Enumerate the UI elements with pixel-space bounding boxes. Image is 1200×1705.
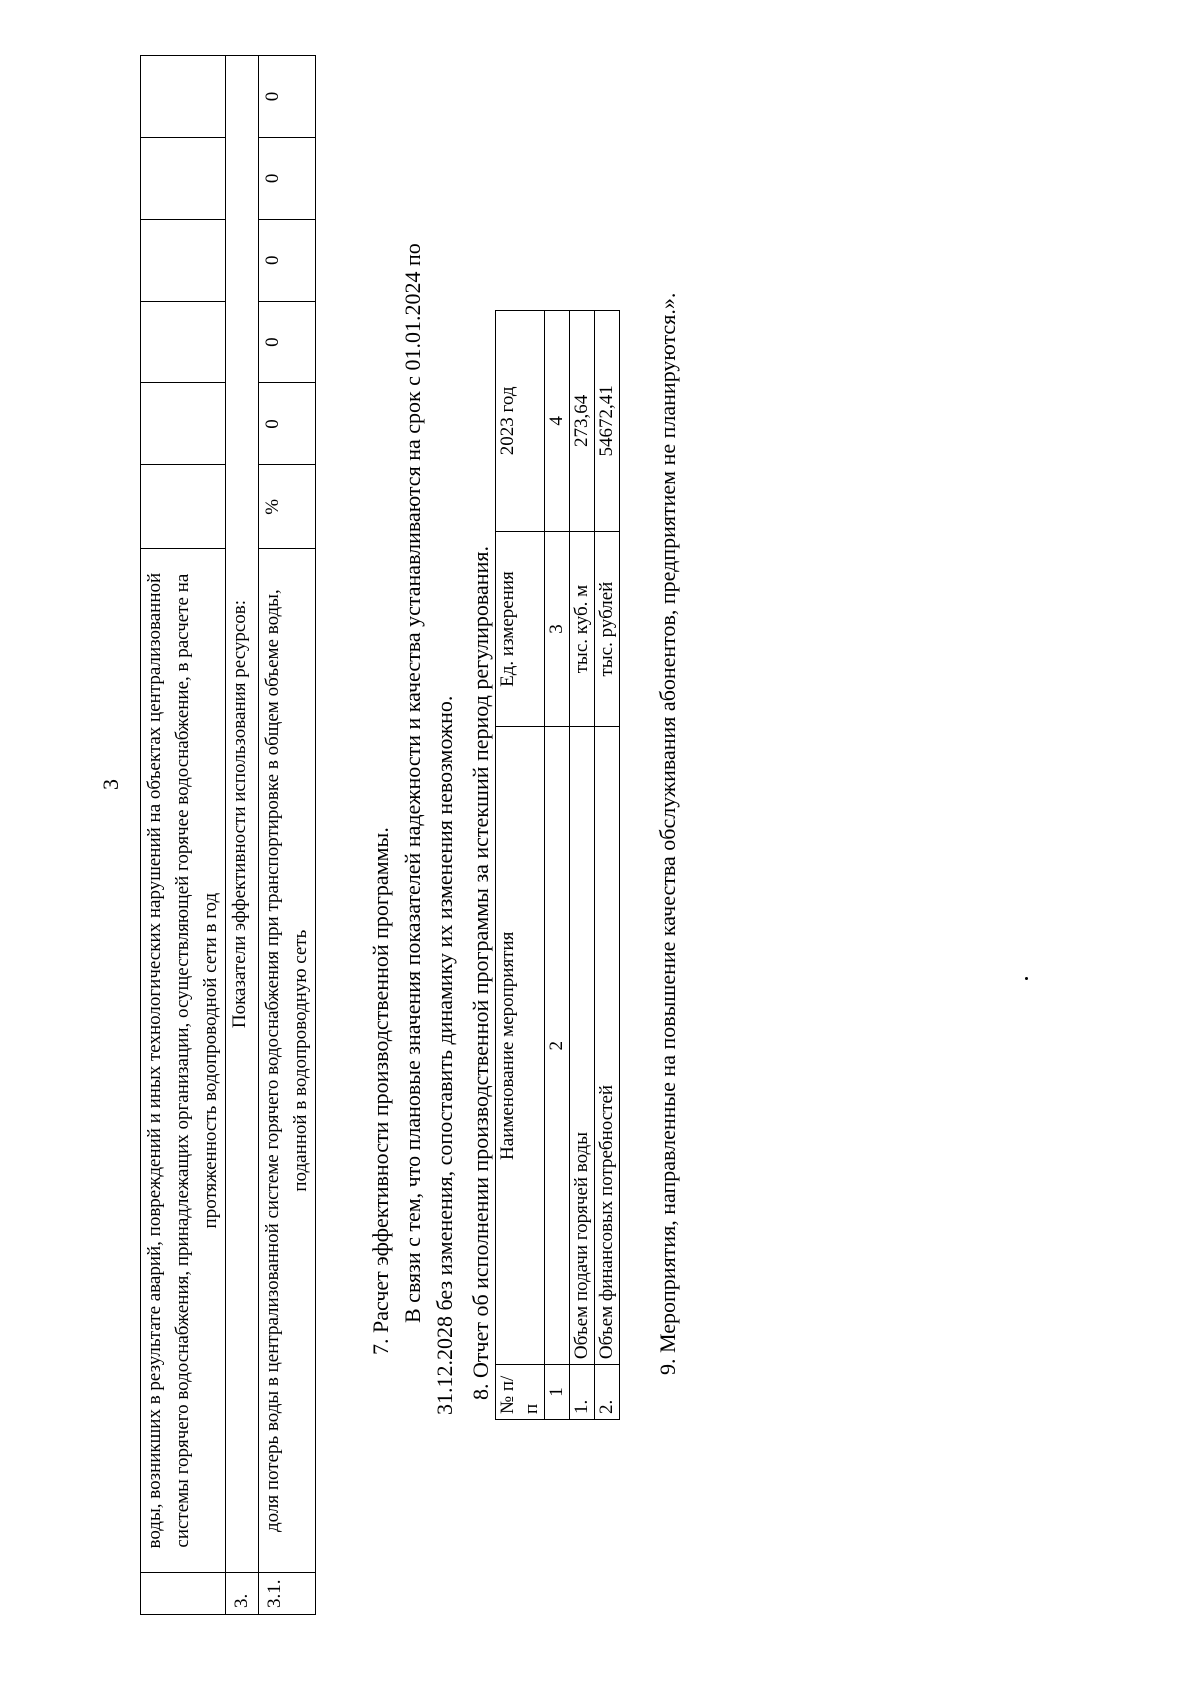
table-row [545, 311, 570, 1420]
indicators-table [140, 55, 316, 1615]
column-number: 1 [545, 1365, 570, 1420]
indicator-value: 0 [259, 219, 316, 301]
indicator-name: доля потерь воды в централизованной системе горячего водоснабжения при транспортировке в общем объеме воды, поданной в водопроводную сеть [259, 549, 316, 1573]
table-row [226, 56, 259, 1615]
column-header: 2023 год [496, 311, 545, 532]
section-heading-cell: Показатели эффективности использования ресурсов: [226, 56, 259, 1573]
section-7-title: 7. Расчет эффективности производственной программы. [368, 827, 393, 1355]
row-name: Объем подачи горячей воды [570, 727, 595, 1365]
row-continuation-text: воды, возникших в результате аварий, повреждений и иных технологических нарушений на объектах централизованной системы горячего водоснабжения, принадлежащих организации, осуществляющей горячее водоснабжение, в расчете на протяженность водопроводной сети в год [141, 549, 226, 1573]
column-number: 2 [545, 727, 570, 1365]
row-number: 2. [595, 1365, 620, 1420]
column-number: 4 [545, 311, 570, 532]
section-9-text: 9. Мероприятия, направленные на повышение качества обслуживания абонентов, предприятием не планируются.». [655, 292, 680, 1375]
row-value: 273,64 [570, 311, 595, 532]
table-header-row [496, 311, 545, 1420]
table-row [595, 311, 620, 1420]
indicator-unit: % [259, 465, 316, 549]
row-name: Объем финансовых потребностей [595, 727, 620, 1365]
column-header: № п/п [496, 1365, 545, 1420]
indicator-value: 0 [259, 137, 316, 219]
section-7 [365, 75, 461, 1415]
table-row [259, 56, 316, 1615]
row-unit: тыс. куб. м [570, 531, 595, 727]
indicator-value: 0 [259, 56, 316, 138]
table-row [141, 56, 226, 1615]
section-7-text-line1: В связи с тем, что плановые значения показателей надежности и качества устанавливаются на срок с 01.01.2024 по [400, 243, 425, 1323]
column-header: Ед. измерения [496, 531, 545, 727]
table-row [570, 311, 595, 1420]
row-number: 1. [570, 1365, 595, 1420]
row-number: 3.1. [259, 1573, 316, 1615]
indicator-value: 0 [259, 383, 316, 465]
column-header: Наименование мероприятия [496, 727, 545, 1365]
indicator-value: 0 [259, 301, 316, 383]
row-number: 3. [226, 1573, 259, 1615]
section-8-title: 8. Отчет об исполнении производственной программы за истекший период регулирования. [468, 546, 493, 1400]
section-7-text-line2: 31.12.2028 без изменения, сопоставить динамику их изменения невозможно. [432, 695, 457, 1415]
row-unit: тыс. рублей [595, 531, 620, 727]
page-number: 3 [98, 779, 123, 790]
row-value: 54672,41 [595, 311, 620, 532]
column-number: 3 [545, 531, 570, 727]
report-table [495, 310, 620, 1420]
scan-speck [1025, 977, 1028, 980]
